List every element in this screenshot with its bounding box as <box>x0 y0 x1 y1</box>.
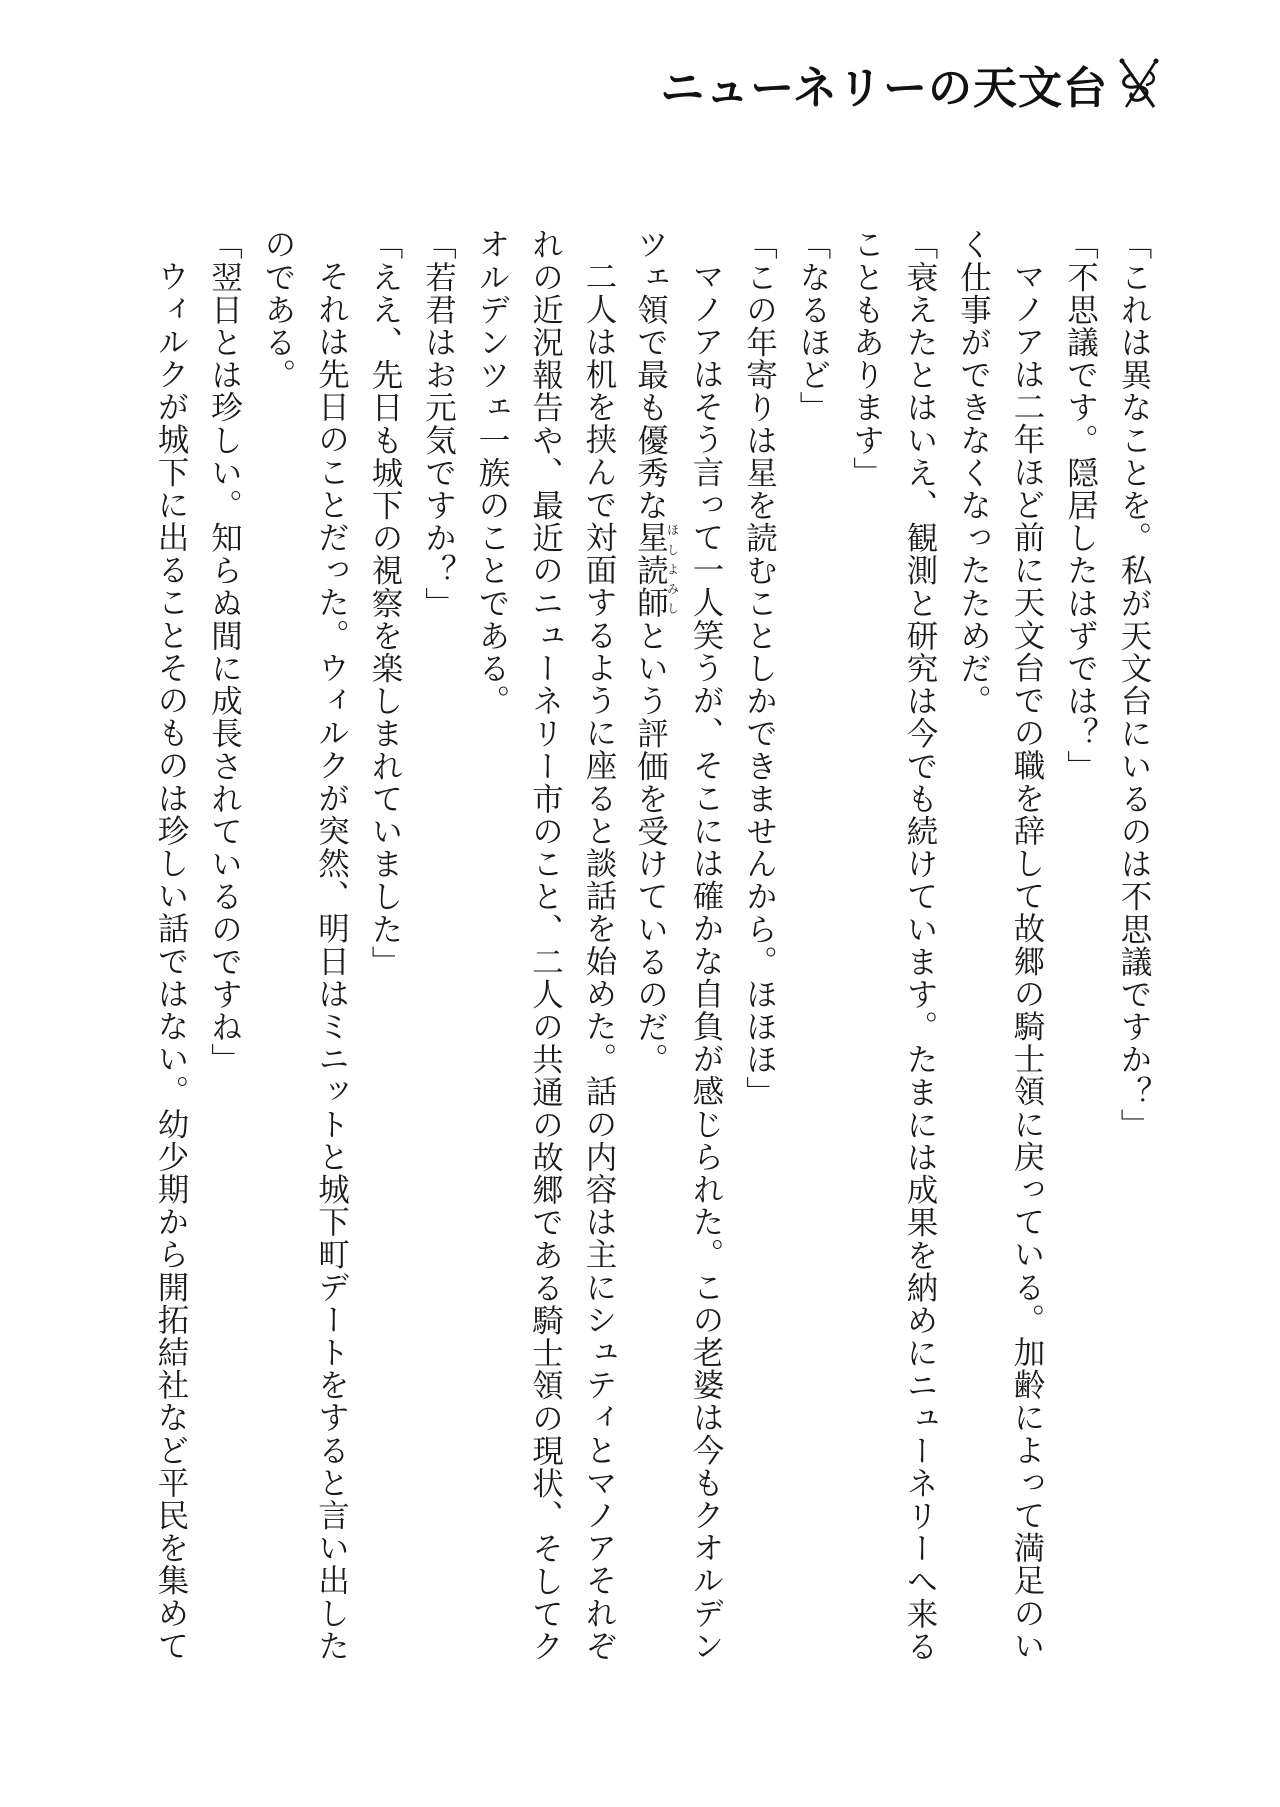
text-column-with-ruby <box>625 228 679 1648</box>
text-column: く仕事ができなくなったためだ。 <box>955 228 992 717</box>
text-column: 「不思議です。隠居したはずでは？」 <box>1062 228 1099 783</box>
text-column: 二人は机を挟んで対面するように座ると談話を始めた。話の内容は主にシュティとマノアそれぞ <box>581 260 617 1662</box>
text-column: のである。 <box>260 228 296 391</box>
vertical-body-text <box>140 228 1160 1663</box>
ruby-word <box>632 521 680 620</box>
crossed-wand-ornament-icon <box>1116 57 1162 111</box>
text-column: 「この年寄りは星を読むことしかできませんから。ほほほ」 <box>741 228 778 1109</box>
text-segment: という評価を受けているのだ。 <box>632 619 669 1076</box>
chapter-title: ニューネリーの天文台 <box>660 63 1108 114</box>
running-head <box>660 52 1162 116</box>
text-column: 「ええ、先日も城下の視察を楽しまれていました」 <box>367 228 403 978</box>
text-column: 「これは異なことを。私が天文台にいるのは不思議ですか？」 <box>1116 228 1152 1141</box>
ruby-base: 星読師 <box>632 521 669 620</box>
text-column: ウィルクが城下に出ることそのものは珍しい話ではない。幼少期から開拓結社など平民を集めて <box>153 260 189 1662</box>
text-column: マノアは二年ほど前に天文台での職を辞して故郷の騎士領に戻っている。加齢によって満足のい <box>1009 260 1045 1662</box>
text-column: マノアはそう言って一人笑うが、そこには確かな自負が感じられた。この老婆は今もクオルデン <box>688 260 724 1662</box>
text-column: オルデンツェ一族のことである。 <box>474 228 510 717</box>
text-column: 「衰えたとはいえ、観測と研究は今でも続けています。たまには成果を納めにニューネリーへ来る <box>902 228 938 1663</box>
ruby-reading: ほしよみし <box>665 521 680 620</box>
text-column: れの近況報告や、最近のニューネリー市のこと、二人の共通の故郷である騎士領の現状、そしてク <box>527 228 564 1663</box>
text-column: 「翌日とは珍しい。知らぬ間に成長されているのですね」 <box>206 228 243 1076</box>
text-column: それは先日のことだった。ウィルクが突然、明日はミニットと城下町デートをすると言い出した <box>313 260 350 1662</box>
text-column: こともあります」 <box>848 228 885 489</box>
text-column: 「若君はお元気ですか？」 <box>420 228 457 620</box>
text-column: 「なるほど」 <box>795 228 831 424</box>
text-segment: ツェ領で最も優秀な <box>632 228 669 522</box>
